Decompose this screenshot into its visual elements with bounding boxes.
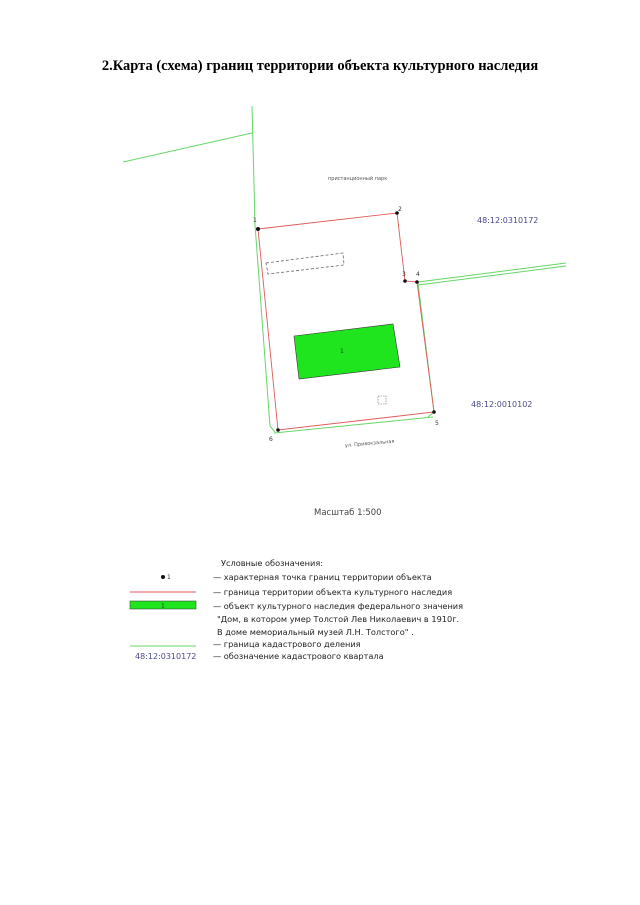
legend-point-label: 1 — [167, 574, 171, 581]
kv-label-top: 48:12:0310172 — [477, 216, 539, 225]
point-label-5: 5 — [435, 420, 439, 427]
legend-item-point: — характерная точка границ территории объекта — [213, 572, 432, 582]
legend-item-cadastral: — граница кадастрового деления — [213, 639, 361, 649]
cadastral-line-south — [274, 417, 433, 433]
dashed-outbuilding — [266, 253, 344, 274]
street-label: ул. Привокзальная — [344, 438, 395, 449]
point-label-2: 2 — [398, 206, 402, 213]
legend-item-kv: — обозначение кадастрового квартала — [213, 651, 384, 661]
cadastral-line-right — [418, 263, 566, 282]
legend — [130, 558, 463, 661]
cadastral-line-right-2 — [418, 266, 566, 285]
page-title: 2.Карта (схема) границ территории объекта культурного наследия — [101, 58, 539, 74]
legend-item-object-3: В доме мемориальный музей Л.Н. Толстого" . — [217, 627, 414, 637]
point-label-3: 3 — [402, 271, 406, 278]
boundary-point-6 — [276, 428, 280, 432]
heritage-object — [294, 324, 400, 379]
kv-label-bottom: 48:12:0010102 — [471, 400, 533, 409]
legend-item-object: — объект культурного наследия федерального значения — [213, 601, 464, 611]
cadastral-line-west — [255, 225, 275, 432]
boundary-point-1 — [256, 227, 260, 231]
legend-item-boundary: — граница территории объекта культурного наследия — [213, 587, 453, 597]
cadastral-line-diagonal — [123, 133, 252, 162]
legend-kv-symbol: 48:12:0310172 — [135, 652, 197, 661]
legend-item-object-2: "Дом, в котором умер Толстой Лев Николаевич в 1910г. — [217, 614, 460, 624]
scale-label: Масштаб 1:500 — [314, 508, 382, 518]
legend-title: Условные обозначения: — [221, 558, 324, 568]
boundary-point-3 — [403, 279, 407, 283]
point-label-6: 6 — [269, 436, 273, 443]
point-label-4: 4 — [416, 271, 420, 278]
boundary-point-5 — [432, 410, 436, 414]
object-label: 1 — [340, 348, 344, 355]
boundary-point-4 — [415, 280, 419, 284]
legend-point-symbol — [161, 575, 165, 579]
heritage-boundary — [258, 213, 434, 430]
area-label: пристанционный парк — [328, 176, 388, 182]
boundary-points — [256, 211, 436, 432]
cadastral-boundaries — [123, 106, 566, 433]
small-structure — [378, 396, 386, 404]
legend-object-label: 1 — [161, 602, 165, 610]
point-label-1: 1 — [253, 217, 257, 224]
cadastral-line-north — [252, 106, 255, 225]
